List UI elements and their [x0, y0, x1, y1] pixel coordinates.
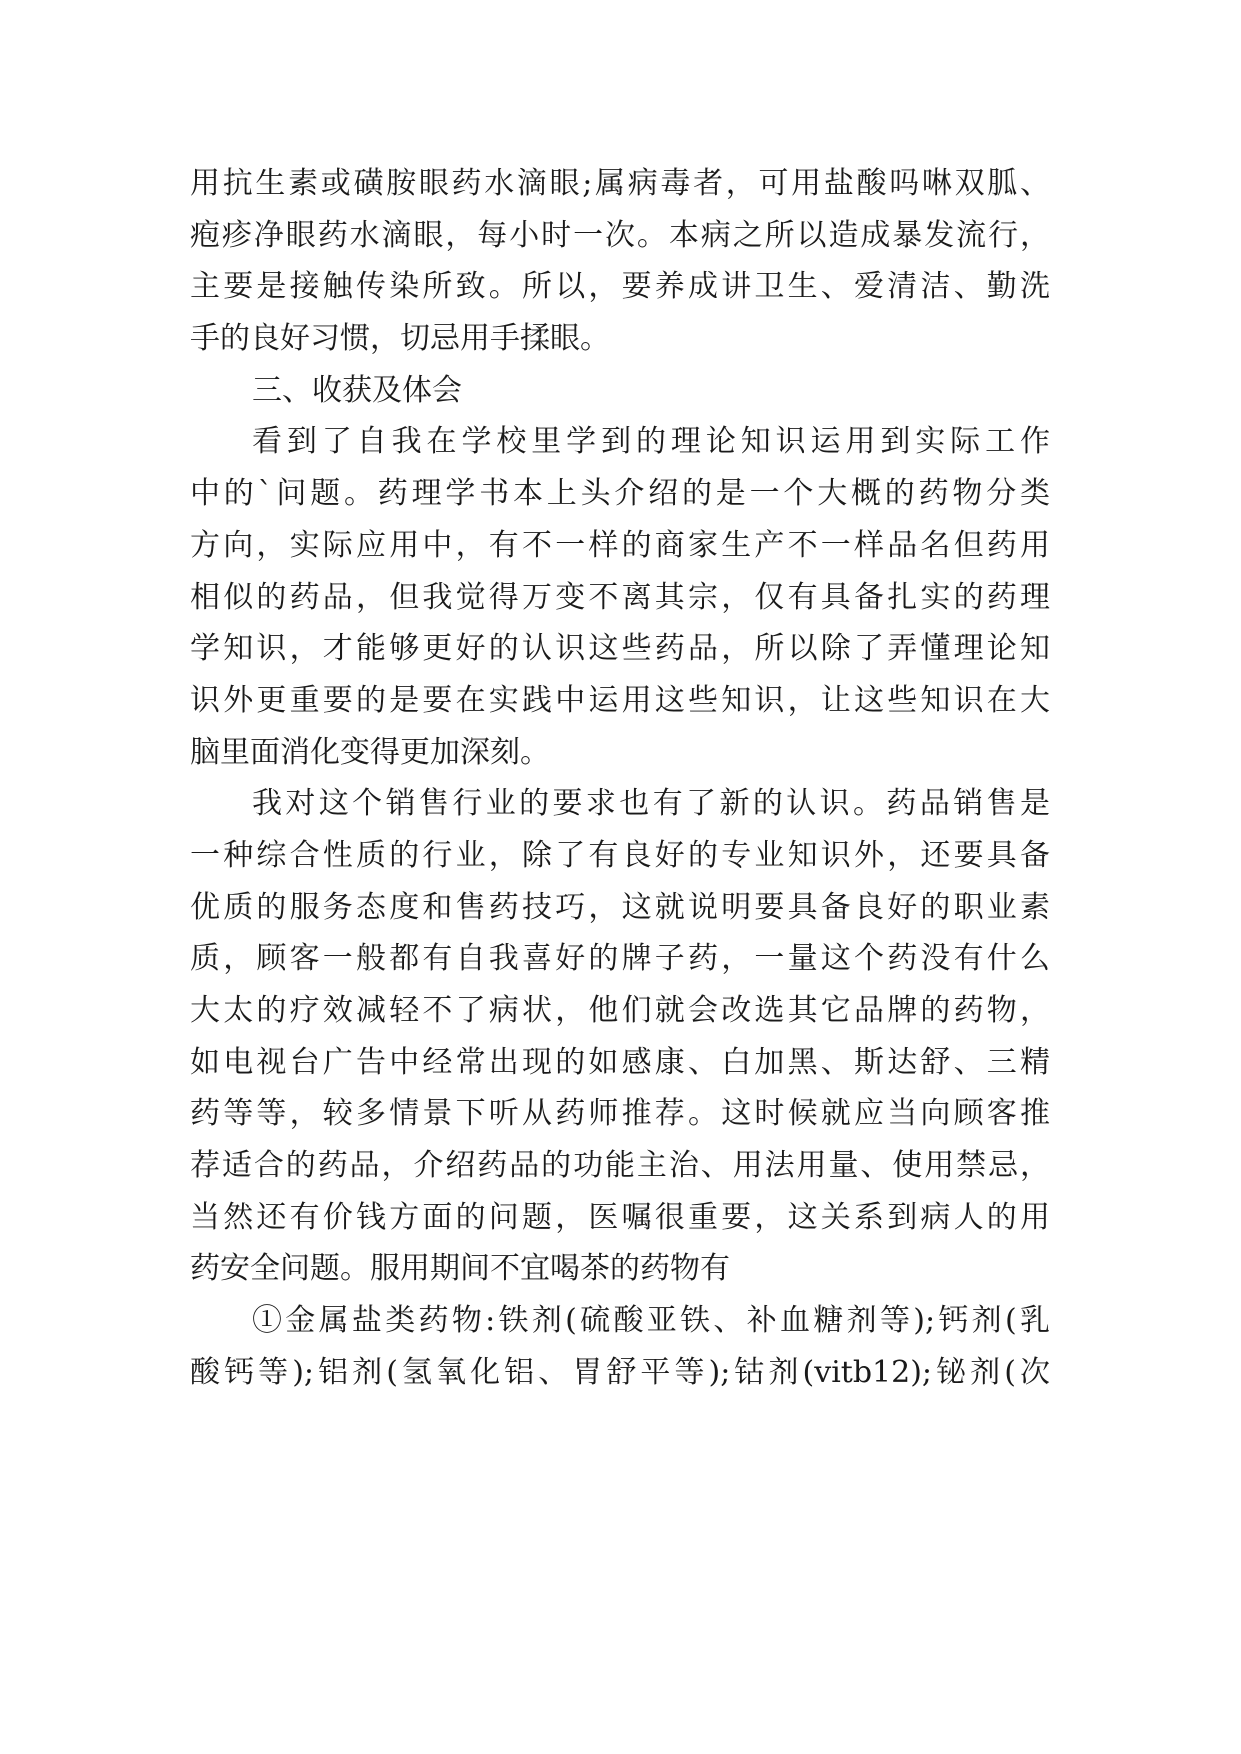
text-line: 药安全问题。服用期间不宜喝茶的药物有: [190, 1251, 730, 1287]
document-body: [190, 158, 1050, 1399]
text-line: 用抗生素或磺胺眼药水滴眼;属病毒者，可用盐酸吗啉双胍、: [190, 166, 1050, 201]
text-line: 方向，实际应用中，有不一样的商家生产不一样品名但药用: [190, 527, 1050, 563]
list-item: ①金属盐类药物:铁剂(硫酸亚铁、补血糖剂等);钙剂(乳: [252, 1303, 1050, 1339]
text-line: 手的良好习惯，切忌用手揉眼。: [190, 321, 610, 357]
text-line: 脑里面消化变得更加深刻。: [190, 734, 550, 770]
text-line: 如电视台广告中经常出现的如感康、白加黑、斯达舒、三精: [190, 1044, 1050, 1080]
text-line: 一种综合性质的行业，除了有良好的专业知识外，还要具备: [190, 837, 1050, 873]
text-line: 学知识，才能够更好的认识这些药品，所以除了弄懂理论知: [190, 631, 1050, 667]
text-line: 酸钙等);铝剂(氢氧化铝、胃舒平等);钴剂(vitb12);铋剂(次: [190, 1354, 1050, 1390]
text-line: 相似的药品，但我觉得万变不离其宗，仅有具备扎实的药理: [190, 579, 1050, 615]
text-line: 看到了自我在学校里学到的理论知识运用到实际工作: [252, 424, 1050, 460]
text-line: 优质的服务态度和售药技巧，这就说明要具备良好的职业素: [190, 889, 1050, 925]
text-line: 识外更重要的是要在实践中运用这些知识，让这些知识在大: [190, 682, 1050, 718]
text-line: 质，顾客一般都有自我喜好的牌子药，一量这个药没有什么: [190, 941, 1050, 977]
text-line: 药等等，较多情景下听从药师推荐。这时候就应当向顾客推: [190, 1096, 1050, 1132]
text-line: 中的`问题。药理学书本上头介绍的是一个大概的药物分类: [190, 476, 1050, 512]
text-line: 主要是接触传染所致。所以，要养成讲卫生、爱清洁、勤洗: [190, 269, 1050, 305]
text-line: 荐适合的药品，介绍药品的功能主治、用法用量、使用禁忌，: [190, 1148, 1050, 1184]
section-heading: 三、收获及体会: [252, 372, 462, 408]
text-line: 当然还有价钱方面的问题，医嘱很重要，这关系到病人的用: [190, 1199, 1050, 1235]
text-line: 大太的疗效减轻不了病状，他们就会改选其它品牌的药物，: [190, 993, 1050, 1028]
text-line: 疱疹净眼药水滴眼，每小时一次。本病之所以造成暴发流行，: [190, 217, 1050, 253]
text-line: 我对这个销售行业的要求也有了新的认识。药品销售是: [252, 786, 1050, 822]
